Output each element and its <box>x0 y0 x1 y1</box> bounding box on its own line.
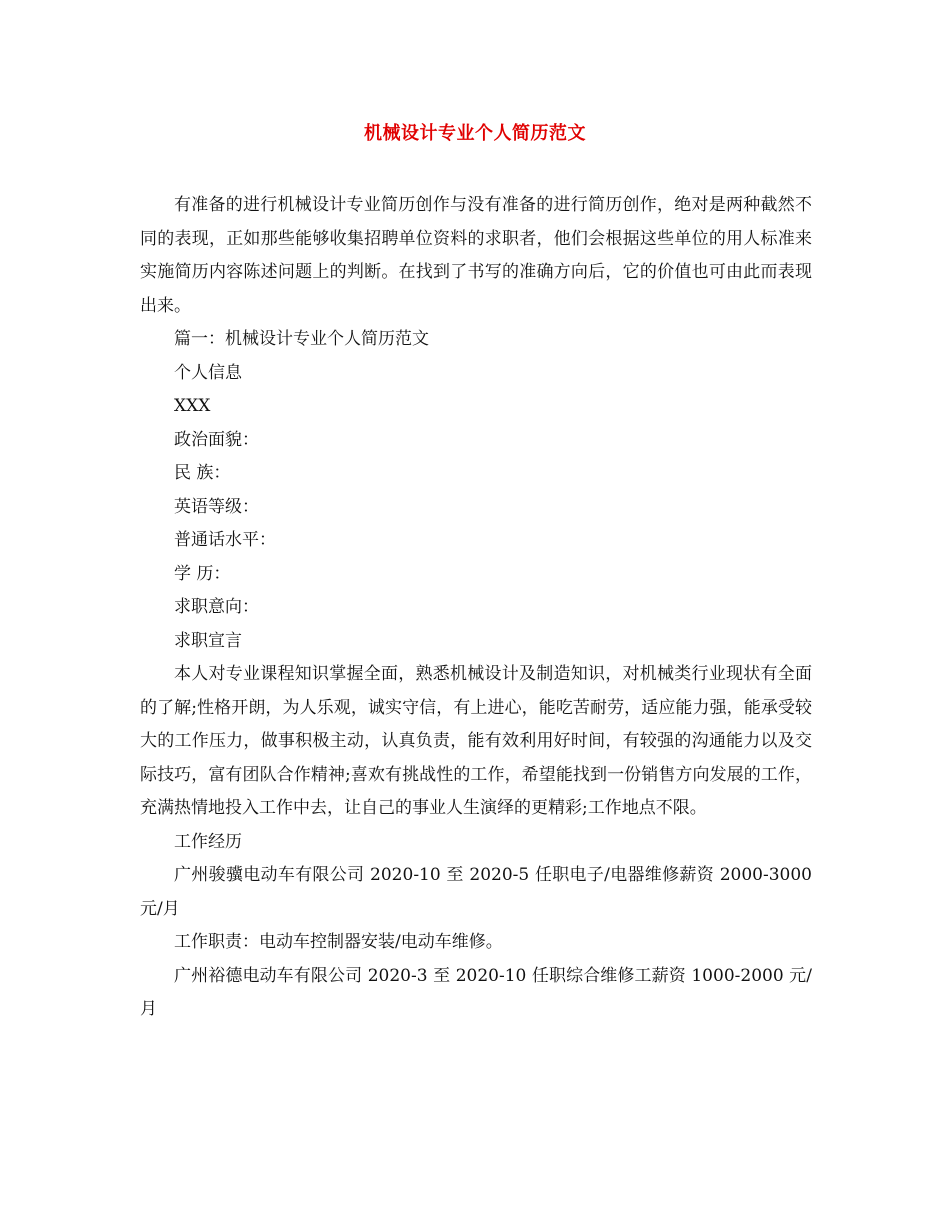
section-heading-personal-info: 个人信息 <box>174 362 242 383</box>
work-duties-1: 工作职责：电动车控制器安装/电动车维修。 <box>174 932 503 952</box>
document-body <box>140 189 812 1027</box>
job-intention-line: 求职意向： <box>174 597 259 617</box>
education-line: 学 历： <box>174 563 231 584</box>
name-line: XXX <box>174 396 211 416</box>
ethnicity-line: 民 族： <box>174 463 231 483</box>
document-title: 机械设计专业个人简历范文 <box>364 123 586 144</box>
section-heading-part-one: 篇一：机械设计专业个人简历范文 <box>174 329 429 349</box>
section-heading-work-experience: 工作经历 <box>174 831 242 852</box>
intro-paragraph: 有准备的进行机械设计专业简历创作与没有准备的进行简历创作，绝对是两种截然不同的表现，正如那些能够收集招聘单位资料的求职者，他们会根据这些单位的用人标准来实施简历内容陈述问题上的判断。在找到了书写的准确方向后，它的价值也可由此而表现出来。 <box>140 195 812 316</box>
job-statement-paragraph: 本人对专业课程知识掌握全面，熟悉机械设计及制造知识，对机械类行业现状有全面的了解;性格开朗，为人乐观，诚实守信，有上进心，能吃苦耐劳，适应能力强，能承受较大的工作压力，做事积极主动，认真负责，能有效利用好时间，有较强的沟通能力以及交际技巧，富有团队合作精神;喜欢有挑战性的工作，希望能找到一份销售方向发展的工作，充满热情地投入工作中去，让自己的事业人生演绎的更精彩;工作地点不限。 <box>140 664 812 818</box>
political-status-line: 政治面貌： <box>174 429 259 450</box>
work-entry-1: 广州骏骥电动车有限公司 2020-10 至 2020-5 任职电子/电器维修薪资 2000-3000 元/月 <box>140 865 812 919</box>
section-heading-job-statement: 求职宣言 <box>174 630 242 651</box>
english-level-line: 英语等级： <box>174 496 259 517</box>
work-entry-2: 广州裕德电动车有限公司 2020-3 至 2020-10 任职综合维修工薪资 1000-2000 元/月 <box>140 965 812 1019</box>
mandarin-level-line: 普通话水平： <box>174 530 276 550</box>
